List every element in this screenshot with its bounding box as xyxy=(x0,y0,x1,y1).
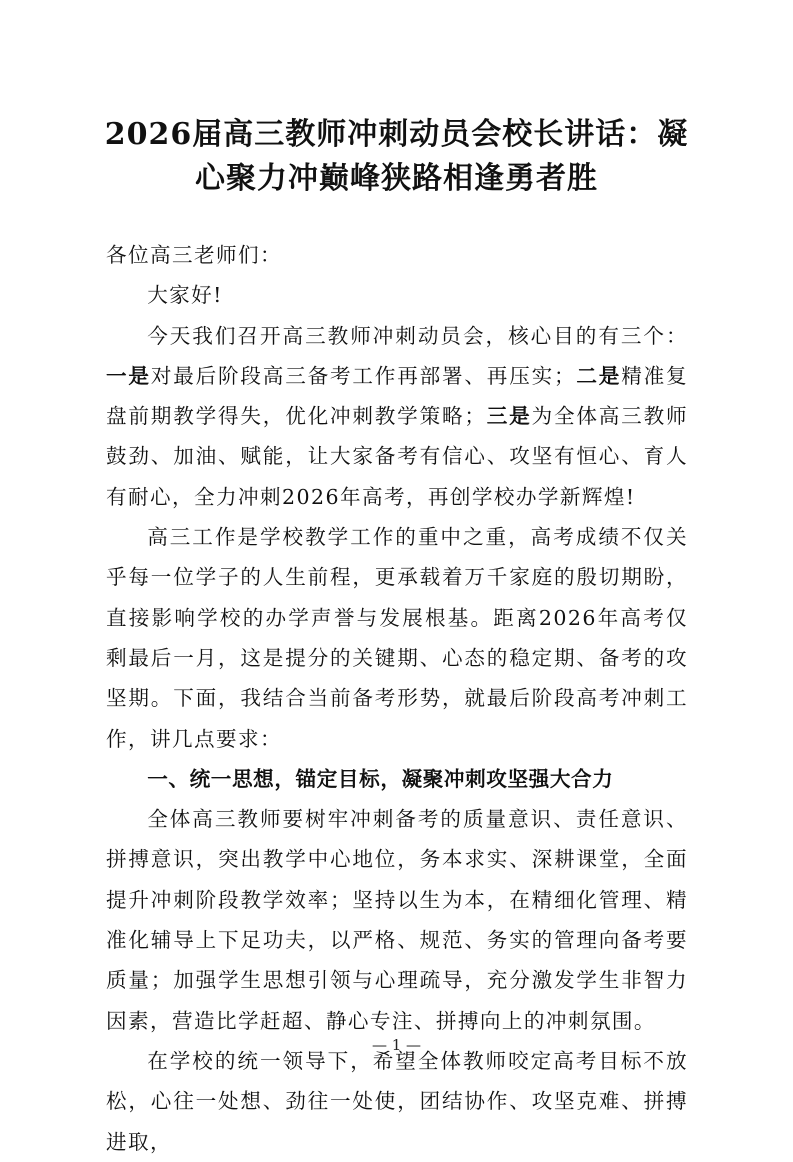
purpose-lead: 今天我们召开高三教师冲刺动员会，核心目的有三个： xyxy=(147,323,688,348)
paragraph-context: 高三工作是学校教学工作的重中之重，高考成绩不仅关乎每一位学子的人生前程，更承载着万千家庭的殷切期盼，直接影响学校的办学声誉与发展根基。距离2026年高考仅剩最后一月，这是提分的关键期、心态的稳定期、备考的攻坚期。下面，我结合当前备考形势，就最后阶段高考冲刺工作，讲几点要求： xyxy=(106,525,688,751)
paragraph-requirements: 全体高三教师要树牢冲刺备考的质量意识、责任意识、拼搏意识，突出教学中心地位，务本求实、深耕课堂，全面提升冲刺阶段教学效率；坚持以生为本，在精细化管理、精准化辅导上下足功夫，以严格、规范、务实的管理向备考要质量；加强学生思想引领与心理疏导，充分激发学生非智力因素，营造比学赶超、静心专注、拼搏向上的冲刺氛围。 xyxy=(106,807,688,1033)
purpose-keyword-3: 三是 xyxy=(486,404,532,429)
purpose-text-3: 为全体高三教师鼓劲、加油、赋能，让大家备考有信心、攻坚有恒心、育人有耐心，全力冲刺2026年高考，再创学校办学新辉煌! xyxy=(106,404,688,509)
greeting: 大家好! xyxy=(147,283,223,308)
section-heading-1: 一、统一思想，锚定目标，凝聚冲刺攻坚强大合力 xyxy=(147,766,614,791)
purpose-text-2: 精准复盘前期教学得失，优化冲刺教学策略； xyxy=(106,363,688,429)
purpose-text-1: 对最后阶段高三备考工作再部署、再压实； xyxy=(150,363,576,388)
document-body xyxy=(106,235,688,1162)
purpose-keyword-2: 二是 xyxy=(575,363,622,388)
salutation: 各位高三老师们： xyxy=(106,243,282,267)
paragraph-purpose xyxy=(106,316,688,517)
purpose-keyword-1: 一是 xyxy=(106,363,151,388)
page-number: — 1 — xyxy=(371,1036,422,1054)
paragraph-unity: 在学校的统一领导下，希望全体教师咬定高考目标不放松，心往一处想、劲往一处使，团结协作、攻坚克难、拼搏进取， xyxy=(106,1048,688,1154)
document-title: 2026届高三教师冲刺动员会校长讲话：凝心聚力冲巅峰狭路相逢勇者胜 xyxy=(104,117,689,196)
